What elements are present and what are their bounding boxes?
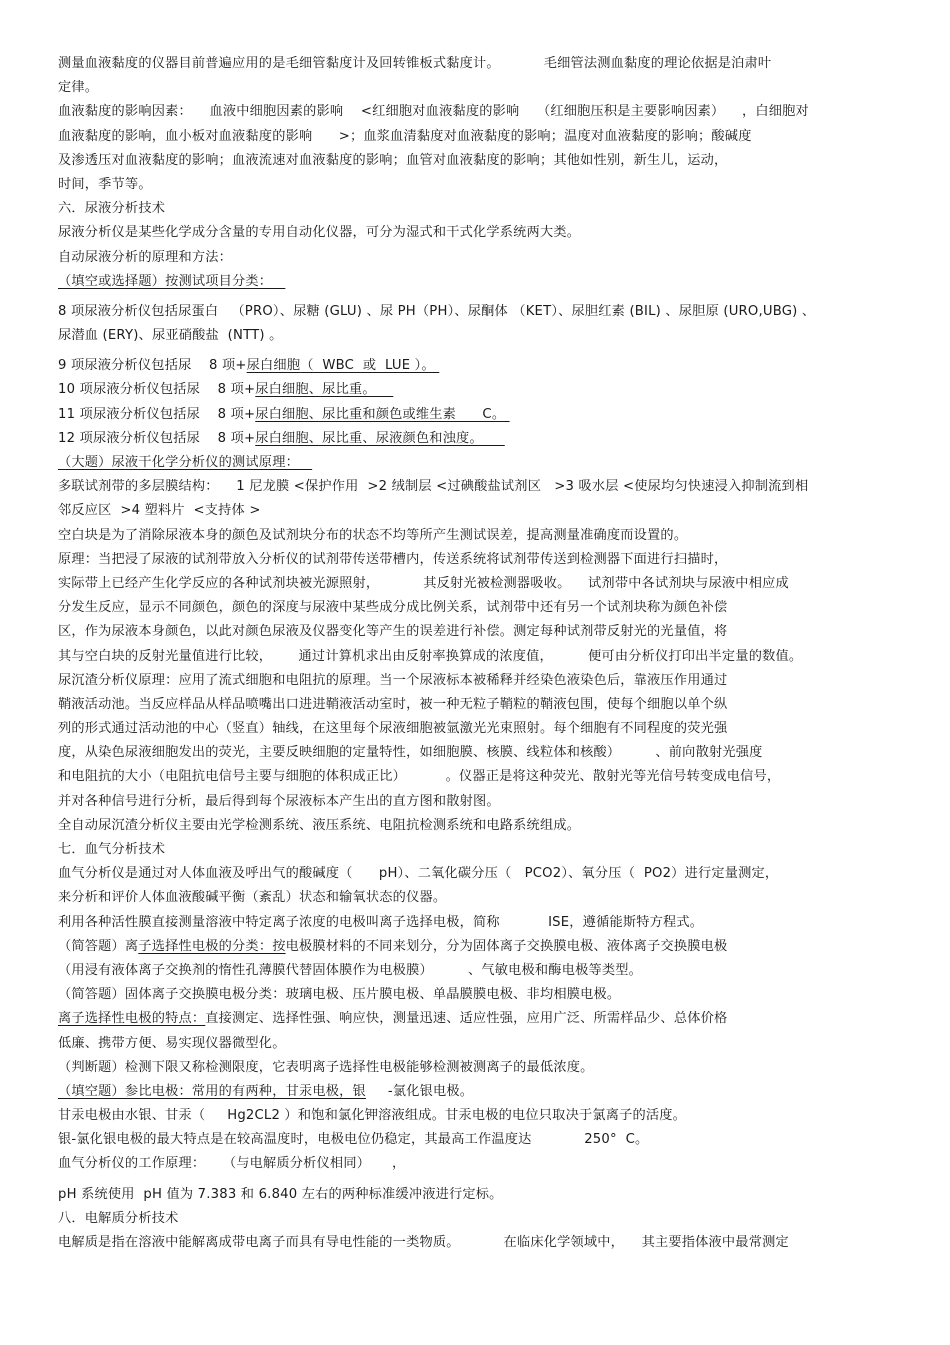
text-line: （简答题）离子选择性电极的分类：按电极膜材料的不同来划分，分为固体离子交换膜电极、液体离子交换膜电极 bbox=[58, 938, 728, 954]
text-line: （大题）尿液干化学分析仪的测试原理： bbox=[58, 455, 313, 470]
text-line: 邻反应区 >4 塑料片 <支持体 > bbox=[58, 503, 261, 519]
text-line: 原理：当把浸了尿液的试剂带放入分析仪的试剂带传送带槽内，传送系统将试剂带传送到检测器下面进行扫描时， bbox=[58, 551, 728, 567]
text-line: 尿沉渣分析仪原理：应用了流式细胞和电阻抗的原理。当一个尿液标本被稀释并经染色液染色后，靠液压作用通过 bbox=[58, 672, 728, 688]
text-line: 血液黏度的影响，血小板对血液黏度的影响 >；血浆血清黏度对血液黏度的影响；温度对血液黏度的影响；酸碱度 bbox=[58, 128, 752, 144]
text-line: 离子选择性电极的特点：直接测定、选择性强、响应快，测量迅速、适应性强，应用广泛、所需样品少、总体价格 bbox=[58, 1011, 728, 1027]
text-line: 分发生反应，显示不同颜色，颜色的深度与尿液中某些成分成比例关系，试剂带中还有另一个试剂块称为颜色补偿 bbox=[58, 600, 728, 616]
text-line: 血气分析仪是通过对人体血液及呼出气的酸碱度（ pH）、二氧化碳分压（ PCO2）、氧分压（ PO2）进行定量测定， bbox=[58, 866, 779, 882]
text-line: 银-氯化银电极的最大特点是在较高温度时，电极电位仍稳定，其最高工作温度达 250° C。 bbox=[58, 1132, 649, 1148]
text-line: 测量血液黏度的仪器目前普遍应用的是毛细管黏度计及回转锥板式黏度计。 毛细管法测血黏度的理论依据是泊肃叶 bbox=[58, 56, 772, 71]
text-line: 血液黏度的影响因素： 血液中细胞因素的影响 <红细胞对血液黏度的影响 （红细胞压积是主要影响因素） ，白细胞对 bbox=[58, 104, 809, 120]
text-line: 9 项尿液分析仪包括尿 8 项+尿白细胞（ WBC 或 LUE ）。 bbox=[58, 358, 440, 374]
text-line: （用浸有液体离子交换剂的惰性孔薄膜代替固体膜作为电极膜） 、气敏电极和酶电极等类型。 bbox=[58, 962, 643, 978]
text-line: 尿潜血 (ERY)、尿亚硝酸盐 (NTT) 。 bbox=[58, 328, 283, 344]
text-line: 8 项尿液分析仪包括尿蛋白 （PRO）、尿糖 (GLU) 、尿 PH（PH）、尿酮体 （KET）、尿胆红素 (BIL) 、尿胆原 (URO,UBG) 、 bbox=[58, 303, 816, 319]
text-line: （判断题）检测下限又称检测限度，它表明离子选择性电极能够检测被测离子的最低浓度。 bbox=[58, 1059, 594, 1075]
text-line: 鞘液活动池。当反应样品从样品喷嘴出口进进鞘液活动室时，被一种无粒子鞘粒的鞘液包围，使每个细胞以单个纵 bbox=[58, 696, 728, 712]
text-line: （填空或选择题）按测试项目分类： bbox=[58, 273, 286, 289]
text-line: 全自动尿沉渣分析仪主要由光学检测系统、液压系统、电阻抗检测系统和电路系统组成。 bbox=[58, 817, 581, 833]
text-line: （简答题）固体离子交换膜电极分类：玻璃电极、压片膜电极、单晶膜膜电极、非均相膜电极。 bbox=[58, 987, 621, 1003]
text-line: 来分析和评价人体血液酸碱平衡（紊乱）状态和输氧状态的仪器。 bbox=[58, 890, 447, 906]
text-line: 其与空白块的反射光量值进行比较， 通过计算机求出由反射率换算成的浓度值， 便可由分析仪打印出半定量的数值。 bbox=[58, 648, 803, 664]
text-line: 血气分析仪的工作原理： （与电解质分析仪相同） ， bbox=[58, 1156, 406, 1172]
text-line: 12 项尿液分析仪包括尿 8 项+尿白细胞、尿比重、尿液颜色和浊度。 bbox=[58, 430, 505, 446]
document-page bbox=[58, 52, 908, 1255]
section-heading: 八．电解质分析技术 bbox=[58, 1210, 179, 1226]
text-line: 自动尿液分析的原理和方法： bbox=[58, 249, 233, 265]
text-line: 度，从染色尿液细胞发出的荧光，主要反映细胞的定量特性，如细胞膜、核膜、线粒体和核酸） 、前向散射光强度 bbox=[58, 745, 763, 761]
section-heading: 七．血气分析技术 bbox=[58, 842, 166, 857]
text-line: 10 项尿液分析仪包括尿 8 项+尿白细胞、尿比重。 bbox=[58, 382, 394, 398]
text-line: 多联试剂带的多层膜结构： 1 尼龙膜 <保护作用 >2 绒制层 <过碘酸盐试剂区 >3 吸水层 <使尿均匀快速浸入抑制流到相 bbox=[58, 479, 809, 495]
text-line: 及渗透压对血液黏度的影响；血液流速对血液黏度的影响；血管对血液黏度的影响；其他如性别，新生儿，运动， bbox=[58, 152, 728, 168]
text-line: 实际带上已经产生化学反应的各种试剂块被光源照射， 其反射光被检测器吸收。 试剂带中各试剂块与尿液中相应成 bbox=[58, 575, 789, 591]
text-line: 11 项尿液分析仪包括尿 8 项+尿白细胞、尿比重和颜色或维生素 C。 bbox=[58, 406, 510, 422]
text-line: 并对各种信号进行分析，最后得到每个尿液标本产生出的直方图和散射图。 bbox=[58, 793, 500, 809]
text-line: （填空题）参比电极：常用的有两种，甘汞电极，银 -氯化银电极。 bbox=[58, 1083, 474, 1099]
text-line: 区，作为尿液本身颜色，以此对颜色尿液及仪器变化等产生的误差进行补偿。测定每种试剂带反射光的光量值，将 bbox=[58, 624, 728, 640]
text-line: 电解质是指在溶液中能解离成带电离子而具有导电性能的一类物质。 在临床化学领域中， 其主要指体液中最常测定 bbox=[58, 1235, 789, 1250]
text-line: 时间，季节等。 bbox=[58, 176, 152, 192]
section-heading: 六．尿液分析技术 bbox=[58, 201, 166, 217]
text-line: 甘汞电极由水银、甘汞（ Hg2CL2 ）和饱和氯化钾溶液组成。甘汞电极的电位只取决于氯离子的活度。 bbox=[58, 1108, 687, 1124]
text-line: pH 系统使用 pH 值为 7.383 和 6.840 左右的两种标准缓冲液进行定标。 bbox=[58, 1186, 503, 1202]
text-line: 低廉、携带方便、易实现仪器微型化。 bbox=[58, 1035, 286, 1051]
text-line: 尿液分析仪是某些化学成分含量的专用自动化仪器，可分为湿式和干式化学系统两大类。 bbox=[58, 225, 581, 241]
text-line: 空白块是为了消除尿液本身的颜色及试剂块分布的状态不均等所产生测试误差，提高测量准确度而设置的。 bbox=[58, 527, 688, 543]
text-line: 列的形式通过活动池的中心（竖直）轴线，在这里每个尿液细胞被氩激光光束照射。每个细胞有不同程度的荧光强 bbox=[58, 721, 728, 737]
text-line: 定律。 bbox=[58, 80, 99, 96]
text-line: 和电阻抗的大小（电阻抗电信号主要与细胞的体积成正比） 。仪器正是将这种荧光、散射光等光信号转变成电信号， bbox=[58, 769, 781, 785]
text-line: 利用各种活性膜直接测量溶液中特定离子浓度的电极叫离子选择电极，简称 ISE，遵循能斯特方程式。 bbox=[58, 914, 704, 930]
